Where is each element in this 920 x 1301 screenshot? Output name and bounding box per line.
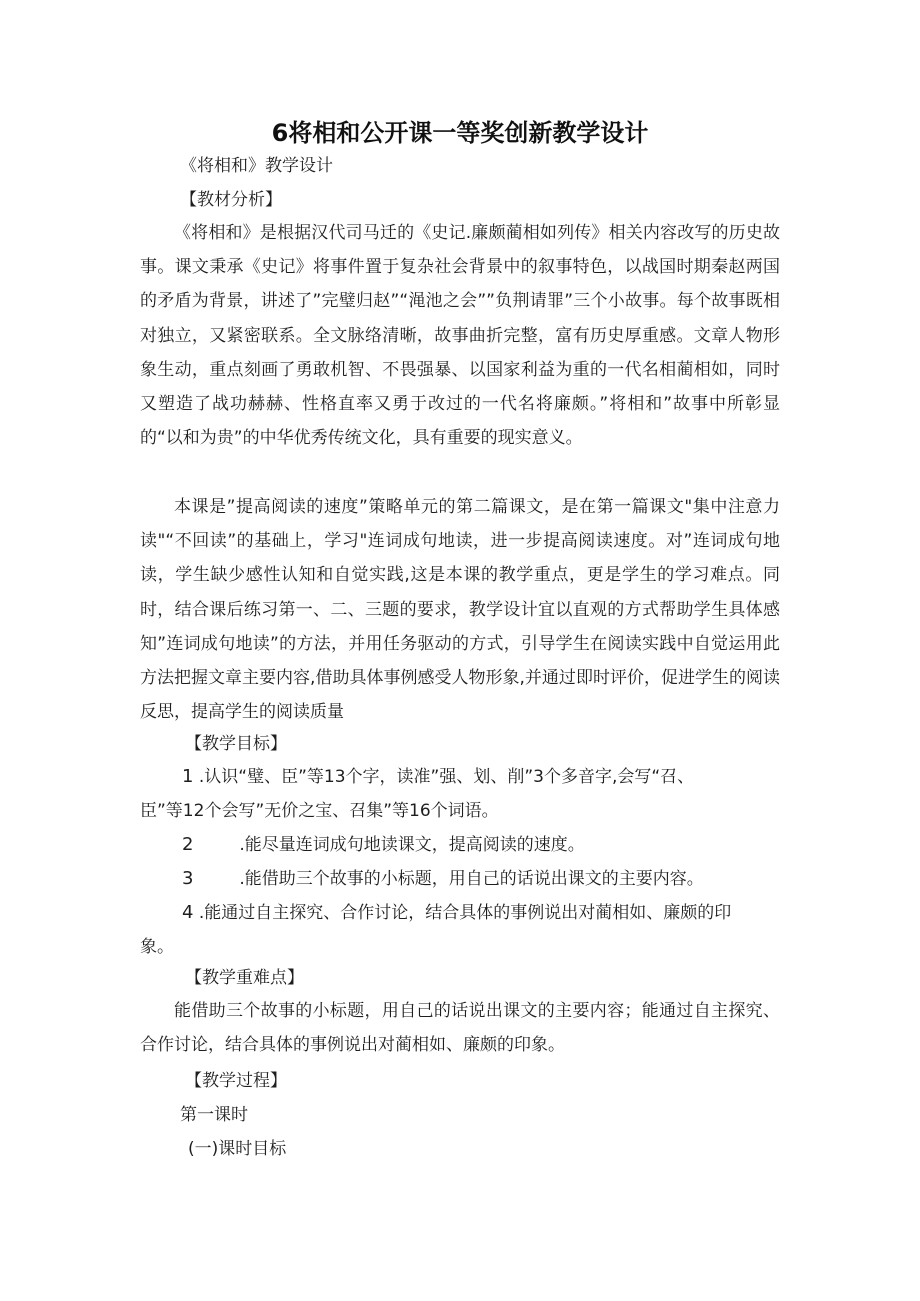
goal-1-text: .认识“璧、臣”等13个字，读准”强、划、削”3个多音字,会写“召、 <box>198 767 695 787</box>
goal-1-number: 1 <box>182 766 194 787</box>
document-subtitle: 《将相和》教学设计 <box>180 156 333 176</box>
goal-item-1 <box>182 760 694 794</box>
lesson-1-label: 第一课时 <box>180 1105 248 1125</box>
section-heading-analysis: 【教材分析】 <box>180 190 282 210</box>
goal-4-number: 4 <box>182 902 194 923</box>
goal-4-text: .能通过自主探究、合作讨论，结合具体的事例说出对蔺相如、廉颇的印 <box>198 903 732 923</box>
section-heading-process: 【教学过程】 <box>185 1071 287 1091</box>
analysis-paragraph-2: 本课是”提高阅读的速度”策略单元的第二篇课文，是在第一篇课文"集中注意力读"“不回读”的基础上，学习"连词成句地读，进一步提高阅读速度。对”连词成句地读，学生缺少感性认知和自觉实践,这是本课的教学重点，更是学生的学习难点。同时，结合课后练习第一、二、三题的要求，教学设计宜以直观的方式帮助学生具体感知”连词成句地读”的方法，并用任务驱动的方式，引导学生在阅读实践中自觉运用此方法把握文章主要内容,借助具体事例感受人物形象,并通过即时评价，促进学生的阅读反思，提高学生的阅读质量 <box>140 497 780 723</box>
goal-item-1-continued: 臣”等12个会写”无价之宝、召集”等16个词语。 <box>140 801 499 821</box>
goal-item-4 <box>182 896 731 930</box>
goal-3-number: 3 <box>182 868 194 889</box>
goal-2-number: 2 <box>182 834 194 855</box>
analysis-paragraph-1: 《将相和》是根据汉代司马迁的《史记.廉颇蔺相如列传》相关内容改写的历史故事。课文秉承《史记》将事件置于复杂社会背景中的叙事特色，以战国时期秦赵两国的矛盾为背景，讲述了”完璧归赵”“渑池之会””负荆请罪”三个小故事。每个故事既相对独立，又紧密联系。全文脉络清晰，故事曲折完整，富有历史厚重感。文章人物形象生动，重点刻画了勇敢机智、不畏强暴、以国家利益为重的一代名相蔺相如，同时又塑造了战功赫赫、性格直率又勇于改过的一代名将廉颇。”将相和”故事中所彰显的“以和为贵”的中华优秀传统文化，具有重要的现实意义。 <box>140 223 780 449</box>
goal-2-text: .能尽量连词成句地读课文，提高阅读的速度。 <box>239 835 585 855</box>
goal-item-2 <box>182 828 585 862</box>
goal-3-text: .能借助三个故事的小标题，用自己的话说出课文的主要内容。 <box>239 869 704 889</box>
document-title: 6将相和公开课一等奖创新教学设计 <box>271 119 649 147</box>
keypoints-paragraph: 能借助三个故事的小标题，用自己的话说出课文的主要内容；能通过自主探究、合作讨论，结合具体的事例说出对蔺相如、廉颇的印象。 <box>140 1001 780 1056</box>
section-heading-goals: 【教学目标】 <box>185 734 287 754</box>
section-heading-keypoints: 【教学重难点】 <box>185 968 304 988</box>
goal-item-3 <box>182 862 704 896</box>
lesson-1-goal-heading: (一)课时目标 <box>188 1139 287 1159</box>
goal-item-4-continued: 象。 <box>140 937 174 957</box>
